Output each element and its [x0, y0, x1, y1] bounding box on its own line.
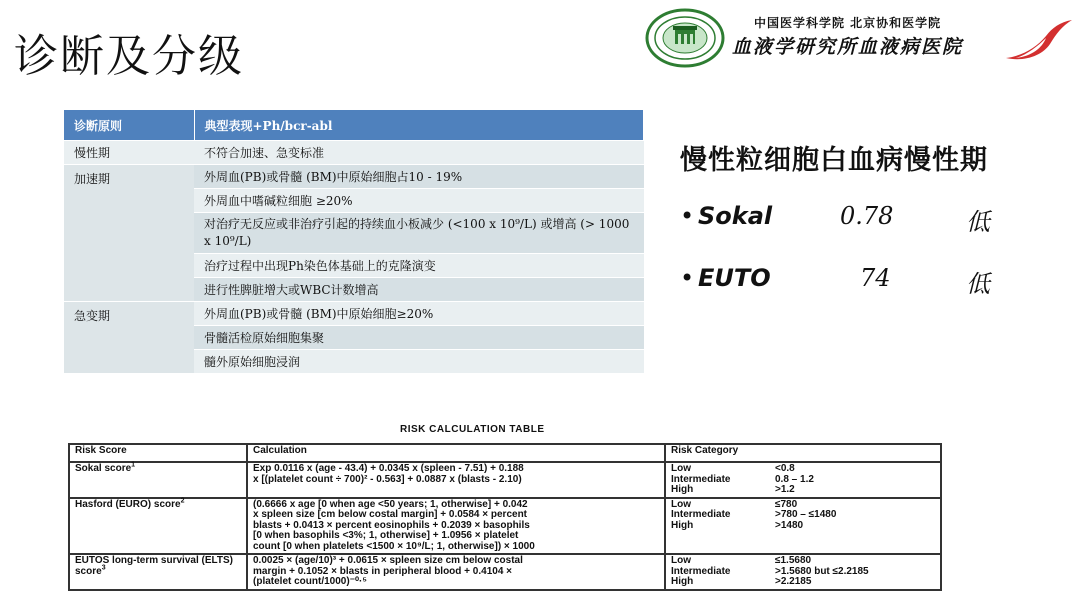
slide-title: 诊断及分级: [14, 31, 244, 82]
risk-header-score: Risk Score: [69, 444, 247, 462]
risk-header-category: Risk Category: [665, 444, 941, 462]
risk-calculation: (0.6666 x age [0 when age <50 years; 1, otherwise] + 0.042 x spleen size [cm below costal margin] + 0.0584 × percent blasts + 0.0413 × percent eosinophils + 0.2039 × basophils [0 when basophils <3%; 1, otherwise] + 1.0956 × platelet count [0 when platelets <1500 × 10⁹/L; 1, otherwise]) × 1000: [247, 498, 665, 555]
institution-logo: [642, 6, 1074, 68]
criterion-text: 外周血(PB)或骨髓 (BM)中原始细胞占10 - 19%: [194, 165, 644, 189]
criterion-text: 进行性脾脏增大或WBC计数增高: [194, 278, 644, 302]
score-value: 74: [860, 264, 891, 292]
logo-text-line1: 中国医学科学院 北京协和医学院: [754, 16, 942, 30]
criterion-text: 治疗过程中出现Ph染色体基础上的克隆演变: [194, 254, 644, 278]
criterion-text: 外周血中嗜碱粒细胞 ≥20%: [194, 189, 644, 213]
table-row: [64, 141, 644, 165]
criterion-text: 不符合加速、急变标准: [194, 141, 644, 165]
risk-level: 低: [966, 208, 990, 236]
risk-score-name: Hasford (EURO) score$^2$: [69, 498, 247, 555]
score-value: 0.78: [840, 202, 894, 230]
criterion-text: 对治疗无反应或非治疗引起的持续血小板减少 (<100 x 10⁹/L) 或增高 (> 1000 x 10⁹/L): [194, 213, 644, 254]
risk-level: 低: [966, 270, 990, 298]
table-row: [64, 165, 644, 189]
diagnosis-header-features: 典型表现+Ph/bcr-abl: [194, 110, 644, 141]
table-row: [69, 554, 941, 590]
risk-categories: Low ≤780 Intermediate >780 – ≤1480 High >1480: [665, 498, 941, 555]
bullet-icon: •: [680, 264, 695, 292]
table-row: [64, 302, 644, 326]
risk-categories: Low <0.8 Intermediate 0.8 – 1.2 High >1.2: [665, 462, 941, 498]
phase-label: 急变期: [64, 302, 194, 374]
risk-header-row: [69, 444, 941, 462]
institution-seal-icon: [644, 8, 726, 68]
risk-calculation: 0.0025 × (age/10)³ + 0.0615 × spleen size cm below costal margin + 0.1052 × blasts in peripheral blood + 0.4104 × (platelet count/1000)⁻⁰·⁵: [247, 554, 665, 590]
risk-score-name: Sokal score$^1$: [69, 462, 247, 498]
criterion-text: 髓外原始细胞浸润: [194, 350, 644, 374]
risk-calculation-table: [68, 443, 942, 591]
criterion-text: 外周血(PB)或骨髓 (BM)中原始细胞≥20%: [194, 302, 644, 326]
phase-label: 慢性期: [64, 141, 194, 165]
risk-table-caption: RISK CALCULATION TABLE: [400, 424, 545, 435]
cml-phase-heading: 慢性粒细胞白血病慢性期: [680, 145, 988, 176]
score-name: EUTO: [698, 264, 771, 292]
diagnosis-header-row: [64, 110, 644, 141]
bullet-icon: •: [680, 202, 695, 230]
diagnosis-header-principle: 诊断原则: [64, 110, 194, 141]
score-name: Sokal: [698, 202, 773, 230]
table-row: [69, 462, 941, 498]
risk-categories: Low ≤1.5680 Intermediate >1.5680 but ≤2.2185 High >2.2185: [665, 554, 941, 590]
risk-calculation: Exp 0.0116 x (age - 43.4) + 0.0345 x (spleen - 7.51) + 0.188 x [(platelet count ÷ 700)² - 0.563] + 0.0887 x (blasts - 2.10): [247, 462, 665, 498]
table-row: [69, 498, 941, 555]
diagnosis-table: [64, 110, 644, 373]
logo-text-line2: 血液学研究所血液病医院: [732, 36, 964, 58]
red-swoosh-icon: [1002, 18, 1076, 62]
phase-label: 加速期: [64, 165, 194, 302]
criterion-text: 骨髓活检原始细胞集聚: [194, 326, 644, 350]
risk-score-name: EUTOS long-term survival (ELTS) score$^3$: [69, 554, 247, 590]
risk-header-calculation: Calculation: [247, 444, 665, 462]
